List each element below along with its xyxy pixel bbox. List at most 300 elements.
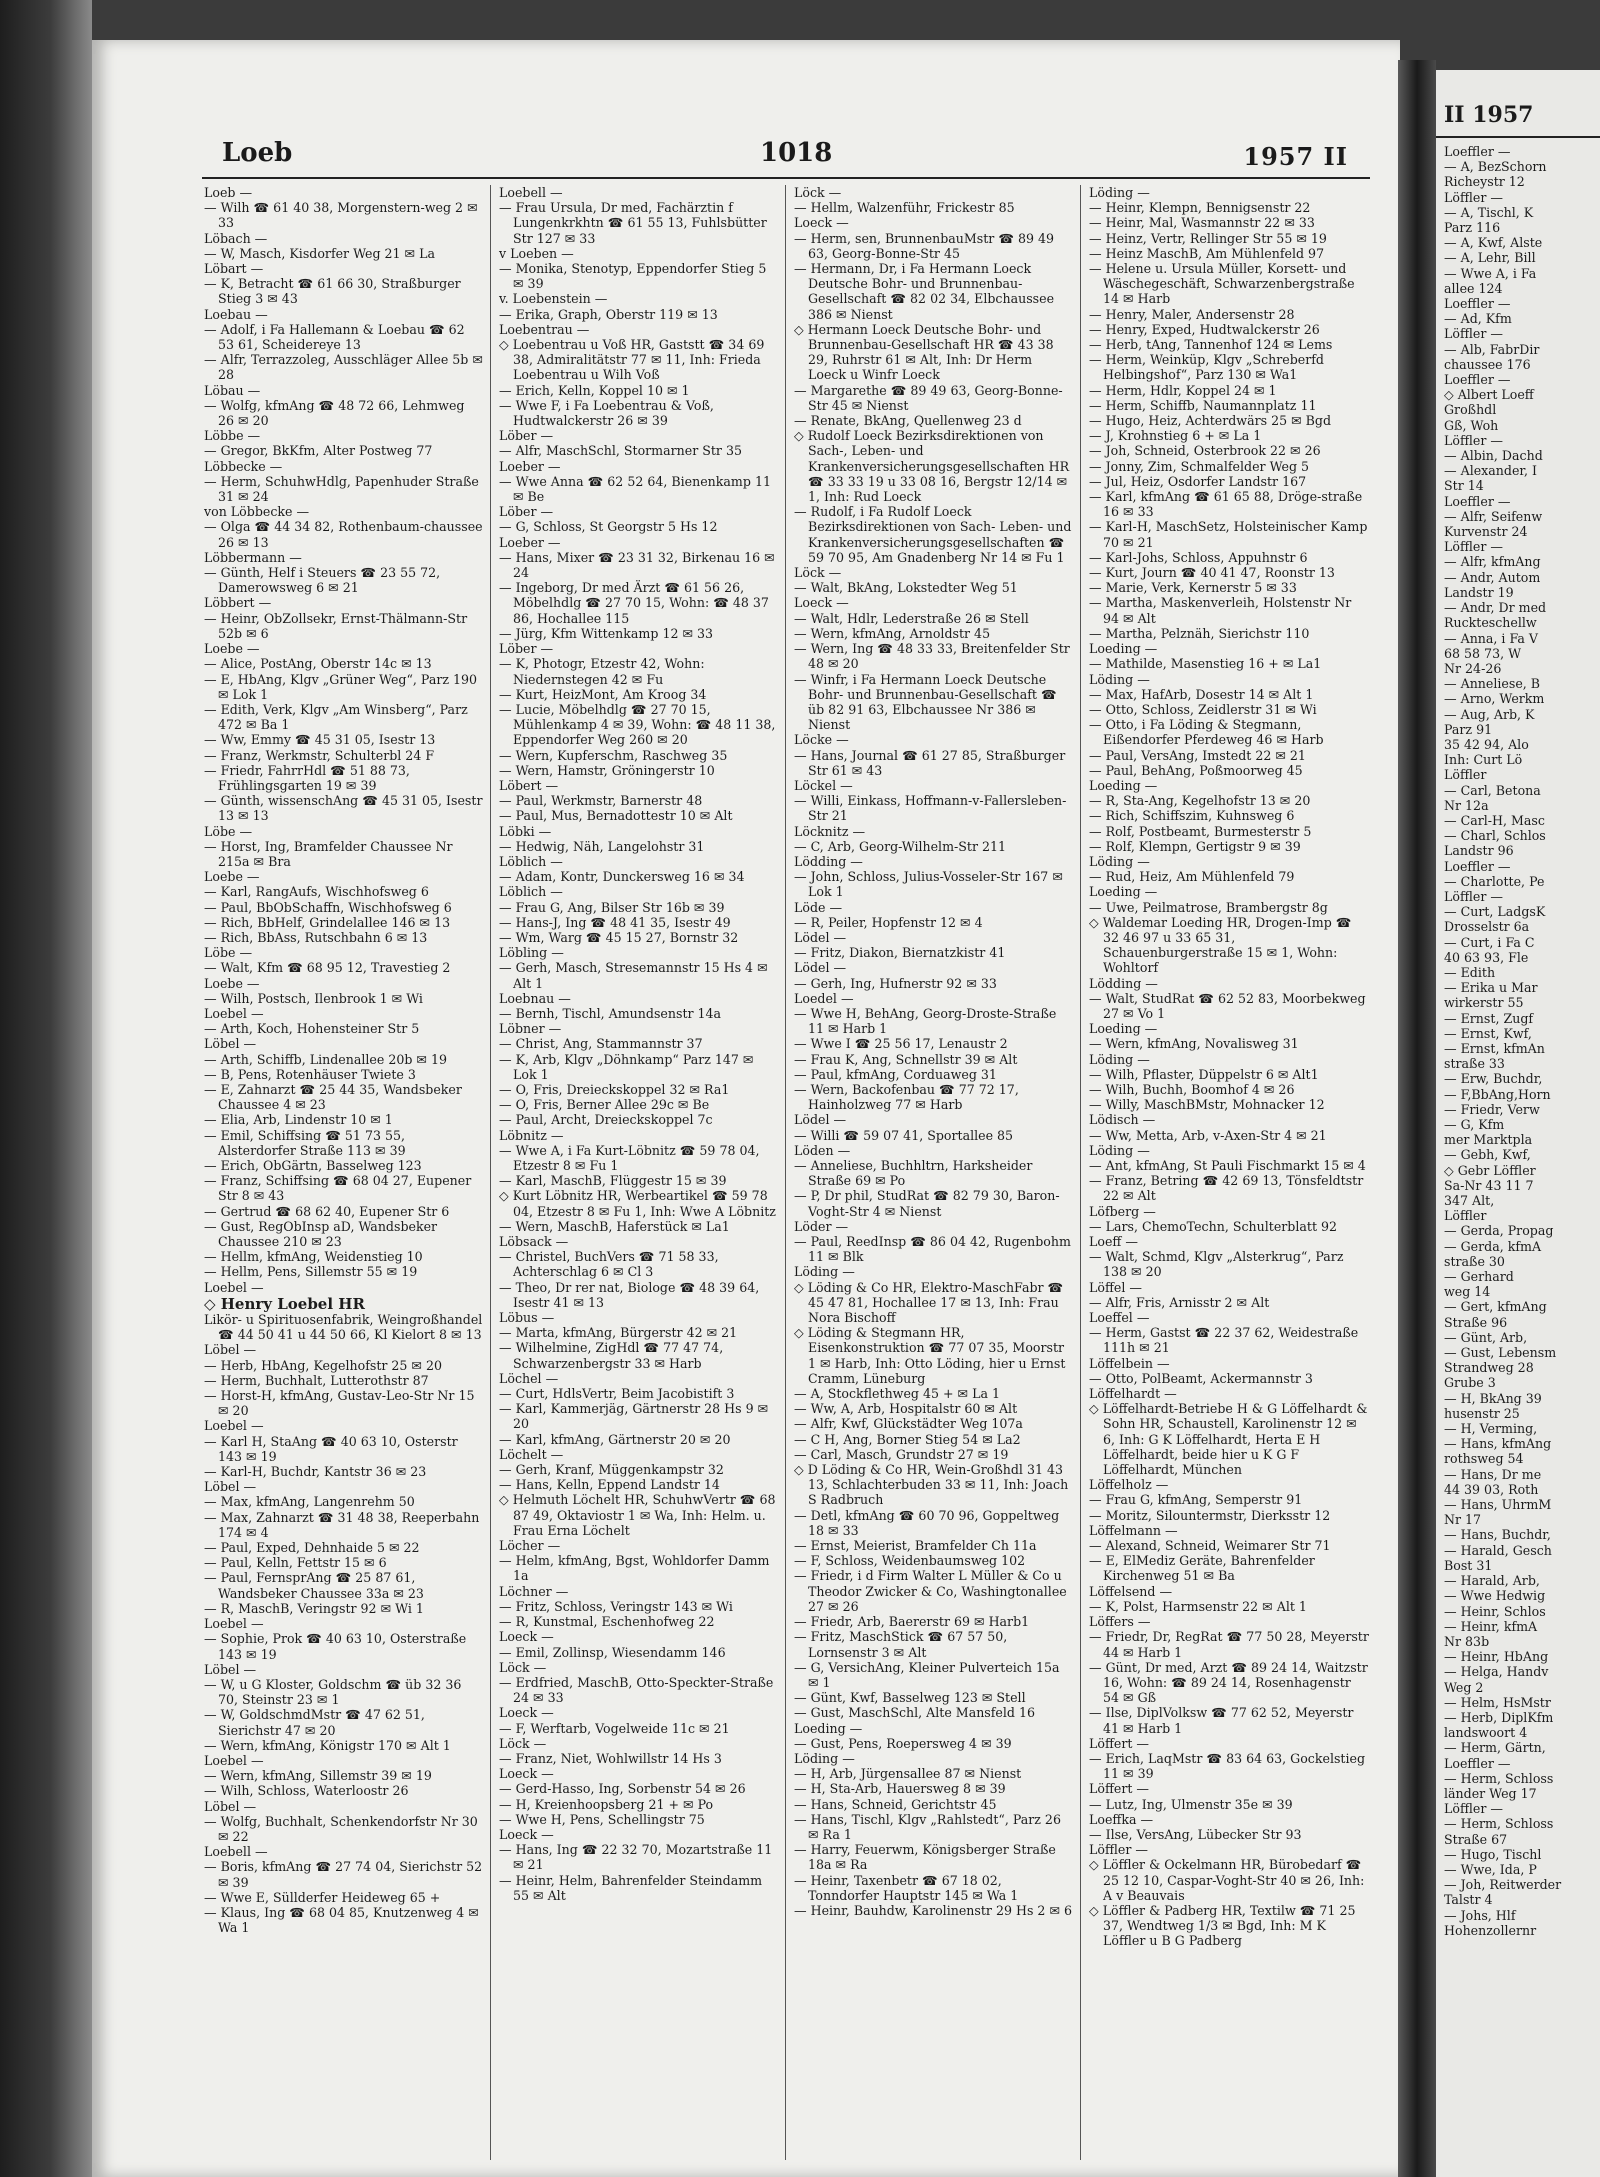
directory-entry: Löbe —	[204, 823, 253, 839]
directory-entry: Löffelmann —	[1089, 1522, 1178, 1538]
facing-page-entry: — Wwe Hedwig	[1444, 1588, 1546, 1604]
facing-page-entry: Loeffler —	[1444, 296, 1511, 312]
facing-page-entry: — Helga, Handv	[1444, 1664, 1549, 1680]
facing-page-entry: — Günt, Arb,	[1444, 1329, 1528, 1345]
directory-entry: Loebel —	[204, 1418, 264, 1434]
directory-entry: — B, Pens, Rotenhäuser Twiete 3	[204, 1066, 416, 1082]
facing-page-entry: husenstr 25	[1444, 1405, 1520, 1421]
directory-entry: — Karl H, StaAng ☎ 40 63 10, Osterstr 143 ✉ 19	[204, 1433, 458, 1464]
directory-entry: Löckel —	[794, 777, 853, 793]
directory-entry: — Willi, Einkass, Hoffmann-v-Fallersleben-Str 21	[794, 793, 1067, 824]
directory-entry: Löcknitz —	[794, 823, 866, 839]
facing-page-entry: 35 42 94, Alo	[1444, 736, 1529, 752]
directory-entry: Lödel —	[794, 1112, 847, 1128]
directory-entry: — Ilse, DiplVolksw ☎ 77 62 52, Meyerstr 41 ✉ Harb 1	[1089, 1705, 1354, 1736]
directory-entry: — Alexand, Schneid, Weimarer Str 71	[1089, 1538, 1331, 1554]
facing-page-entry: chaussee 176	[1444, 356, 1531, 372]
directory-entry: — Rudolf, i Fa Rudolf Loeck Bezirksdirektionen von Sach- Leben- und Krankenversicherungsgesellschaften ☎ 59 70 95, Am Gnadenberg Nr 14 ✉ Fu 1	[794, 504, 1072, 565]
directory-entry: — Kurt, Journ ☎ 40 41 47, Roonstr 13	[1089, 565, 1335, 581]
facing-page-entry: Str 14	[1444, 478, 1484, 494]
directory-entry: — Alfr, Fris, Arnisstr 2 ✉ Alt	[1089, 1294, 1270, 1310]
directory-entry: — Hans, Ing ☎ 22 32 70, Mozartstraße 11 ✉ 21	[499, 1842, 773, 1873]
facing-page-entry: länder Weg 17	[1444, 1785, 1537, 1801]
directory-entry: — Wern, kfmAng, Novalisweg 31	[1089, 1036, 1299, 1052]
directory-entry: — Carl, Masch, Grundstr 27 ✉ 19	[794, 1446, 1009, 1462]
directory-entry: — Margarethe ☎ 89 49 63, Georg-Bonne-Str 45 ✉ Nienst	[794, 382, 1063, 413]
directory-entry: — Olga ☎ 44 34 82, Rothenbaum-chaussee 26 ✉ 13	[204, 519, 483, 550]
directory-entry: — Wern, MaschB, Haferstück ✉ La1	[499, 1218, 730, 1234]
directory-entry: — Walt, Hdlr, Lederstraße 26 ✉ Stell	[794, 610, 1029, 626]
directory-entry: Löck —	[794, 565, 842, 581]
directory-entry: Loeding —	[1089, 777, 1158, 793]
directory-entry: Loeding —	[1089, 884, 1158, 900]
directory-entry: — Franz, Betring ☎ 42 69 13, Tönsfeldtstr 22 ✉ Alt	[1089, 1173, 1364, 1204]
facing-page-entry: Löffler —	[1444, 432, 1503, 448]
facing-page-entry: mer Marktpla	[1444, 1132, 1533, 1148]
directory-entry: Löding —	[1089, 185, 1150, 200]
directory-entry: Löbel —	[204, 1036, 257, 1052]
directory-entry: ◇ Löffler & Ockelmann HR, Bürobedarf ☎ 25 12 10, Caspar-Voght-Str 40 ✉ 26, Inh: A v Beauvais	[1089, 1857, 1365, 1903]
directory-entry: Loebnau —	[499, 990, 571, 1006]
directory-entry: v Loeben —	[499, 245, 574, 261]
directory-entry: — Paul, Exped, Dehnhaide 5 ✉ 22	[204, 1540, 420, 1556]
directory-entry: Löfberg —	[1089, 1203, 1156, 1219]
directory-entry: — Karl-Johs, Schloss, Appuhnstr 6	[1089, 549, 1308, 565]
facing-page-entry: — Gebh, Kwf,	[1444, 1147, 1531, 1163]
facing-page-entry: — Curt, i Fa C	[1444, 934, 1535, 950]
facing-page-entry: Straße 67	[1444, 1831, 1508, 1847]
facing-page-entry: — Albin, Dachd	[1444, 448, 1543, 464]
directory-entry: Löbnitz —	[499, 1127, 564, 1143]
directory-entry: — Frau G, Ang, Bilser Str 16b ✉ 39	[499, 899, 725, 915]
directory-entry: — Uwe, Peilmatrose, Brambergstr 8g	[1089, 899, 1328, 915]
facing-page-entry: — Gert, kfmAng	[1444, 1299, 1547, 1315]
directory-entry: — Wern, Hamstr, Gröningerstr 10	[499, 762, 715, 778]
directory-entry: Loebel —	[204, 1616, 264, 1632]
facing-page-entry: Parz 116	[1444, 220, 1501, 236]
directory-entry: Loebell —	[499, 185, 563, 200]
facing-page-entry: Grube 3	[1444, 1375, 1496, 1391]
directory-entry: — Walt, Schmd, Klgv „Alsterkrug“, Parz 138 ✉ 20	[1089, 1249, 1344, 1280]
directory-entry: — Franz, Niet, Wohlwillstr 14 Hs 3	[499, 1750, 722, 1766]
directory-entry: Löbsack —	[499, 1234, 569, 1250]
facing-page-entry: Strandweg 28	[1444, 1360, 1534, 1376]
directory-entry: Löbki —	[499, 823, 552, 839]
directory-entry: — Boris, kfmAng ☎ 27 74 04, Sierichstr 52 ✉ 39	[204, 1859, 483, 1890]
directory-entry: Loeber —	[499, 534, 561, 550]
directory-entry: Loeff —	[1089, 1234, 1138, 1250]
directory-entry: — O, Fris, Berner Allee 29c ✉ Be	[499, 1097, 710, 1113]
directory-entry: Löffler —	[1089, 1842, 1148, 1858]
directory-entry: — Gregor, BkKfm, Alter Postweg 77	[204, 443, 433, 459]
page-number: 1018	[760, 138, 833, 168]
directory-entry: — Martha, Maskenverleih, Holstenstr Nr 94 ✉ Alt	[1089, 595, 1352, 626]
facing-page-entry: Weg 2	[1444, 1679, 1484, 1695]
directory-entry: Löding —	[794, 1264, 855, 1280]
directory-entry: — Fritz, Schloss, Veringstr 143 ✉ Wi	[499, 1598, 733, 1614]
directory-entry: Loeber —	[499, 458, 561, 474]
directory-entry: Löbart —	[204, 261, 264, 277]
directory-entry: — Günt, Kwf, Basselweg 123 ✉ Stell	[794, 1690, 1026, 1706]
directory-entry: Löck —	[499, 1659, 547, 1675]
directory-entry: — Karl, Kammerjäg, Gärtnerstr 28 Hs 9 ✉ 20	[499, 1401, 769, 1432]
directory-entry: — C H, Ang, Borner Stieg 54 ✉ La2	[794, 1431, 1021, 1447]
directory-entry: — Winfr, i Fa Hermann Loeck Deutsche Bohr- und Brunnenbau-Gesellschaft ☎ üb 82 91 63, Elbchaussee Nr 386 ✉ Nienst	[794, 671, 1057, 733]
directory-entry: — Paul, BbObSchaffn, Wischhofsweg 6	[204, 899, 452, 915]
directory-entry: — Herm, Buchhalt, Lutterothstr 87	[204, 1372, 429, 1388]
facing-page-entry: — Hans, UhrmM	[1444, 1497, 1552, 1513]
directory-entry: — Herb, tAng, Tannenhof 124 ✉ Lems	[1089, 337, 1333, 353]
directory-entry: Löding —	[1089, 1051, 1150, 1067]
directory-entry: — Harry, Feuerwm, Königsberger Straße 18a ✉ Ra	[794, 1842, 1056, 1873]
directory-entry: — Erika, Graph, Oberstr 119 ✉ 13	[499, 306, 718, 322]
directory-entry: — F, Werftarb, Vogelweide 11c ✉ 21	[499, 1720, 730, 1736]
directory-entry: — Jonny, Zim, Schmalfelder Weg 5	[1089, 458, 1310, 474]
facing-page-entry: — Carl, Betona	[1444, 782, 1541, 798]
directory-entry: Löck —	[499, 1735, 547, 1751]
directory-entry: — Wern, Kupferschm, Raschweg 35	[499, 747, 728, 763]
facing-page-entry: ◇ Albert Loeff	[1444, 387, 1534, 403]
directory-entry: — Hellm, kfmAng, Weidenstieg 10	[204, 1249, 423, 1265]
facing-page-entry: landswoort 4	[1444, 1725, 1528, 1741]
facing-page-entry: — Curt, LadgsK	[1444, 904, 1546, 920]
directory-entry: — Heinr, ObZollsekr, Ernst-Thälmann-Str 52b ✉ 6	[204, 610, 468, 641]
directory-entry: — Herm, Weinküp, Klgv „Schreberfd Helbingshof“, Parz 130 ✉ Wa1	[1089, 352, 1324, 383]
directory-entry: Löding —	[1089, 671, 1150, 687]
directory-entry: — Marta, kfmAng, Bürgerstr 42 ✉ 21	[499, 1325, 738, 1341]
directory-entry: — Gust, Pens, Roepersweg 4 ✉ 39	[794, 1735, 1012, 1751]
directory-entry: — Paul, VersAng, Imstedt 22 ✉ 21	[1089, 747, 1306, 763]
directory-entry: — Wilh, Schloss, Waterloostr 26	[204, 1783, 409, 1799]
directory-entry: — Hedwig, Näh, Langelohstr 31	[499, 838, 705, 854]
directory-entry: — C, Arb, Georg-Wilhelm-Str 211	[794, 838, 1007, 854]
directory-entry: — Heinr, Bauhdw, Karolinenstr 29 Hs 2 ✉ 6	[794, 1902, 1073, 1918]
directory-entry: — Wilhelmine, ZigHdl ☎ 77 47 74, Schwarzenbergstr 33 ✉ Harb	[499, 1340, 724, 1371]
directory-entry: — Moritz, Silountermstr, Dierksstr 12	[1089, 1507, 1331, 1523]
column-2	[491, 185, 786, 2160]
directory-entry: Loebe —	[204, 869, 260, 885]
facing-page-entry: — Andr, Dr med	[1444, 600, 1547, 616]
directory-entry: von Löbbecke —	[204, 504, 310, 520]
directory-entry: — Karl-H, MaschSetz, Holsteinischer Kamp 70 ✉ 21	[1089, 519, 1368, 550]
directory-entry: — Frau G, kfmAng, Semperstr 91	[1089, 1492, 1303, 1508]
directory-entry: — Emil, Zollinsp, Wiesendamm 146	[499, 1644, 726, 1660]
facing-page-entry: — A, Kwf, Alste	[1444, 235, 1543, 251]
facing-page-entry: Großhdl	[1444, 402, 1497, 418]
facing-page-entry: — Herm, Schloss	[1444, 1770, 1554, 1786]
directory-entry: — Jürg, Kfm Wittenkamp 12 ✉ 33	[499, 625, 714, 641]
directory-entry: Löffert —	[1089, 1781, 1150, 1797]
directory-entry: — Otto, PolBeamt, Ackermannstr 3	[1089, 1370, 1313, 1386]
scan-dark-edge	[0, 0, 92, 2177]
facing-page-entry: — Gust, Lebensm	[1444, 1345, 1557, 1361]
facing-page-entry: Drosselstr 6a	[1444, 919, 1530, 935]
directory-entry: — Lars, ChemoTechn, Schulterblatt 92	[1089, 1218, 1338, 1234]
facing-page-entry: wirkerstr 55	[1444, 995, 1524, 1011]
directory-entry: — Alfr, MaschSchl, Stormarner Str 35	[499, 443, 742, 459]
directory-entry: — E, Zahnarzt ☎ 25 44 35, Wandsbeker Chaussee 4 ✉ 23	[204, 1081, 462, 1113]
directory-entry: — Henry, Exped, Hudtwalckerstr 26	[1089, 321, 1320, 337]
directory-entry: Loeding —	[794, 1720, 863, 1736]
facing-page-entry: Landstr 96	[1444, 843, 1514, 859]
directory-entry: v. Loebenstein —	[499, 291, 608, 307]
directory-entry: — Hans-J, Ing ☎ 48 41 35, Isestr 49	[499, 914, 731, 930]
facing-page-entry: Nr 17	[1444, 1512, 1482, 1528]
directory-entry: — Herm, sen, BrunnenbauMstr ☎ 89 49 63, Georg-Bonne-Str 45	[794, 230, 1055, 261]
directory-entry: — Christ, Ang, Stammannstr 37	[499, 1036, 703, 1052]
facing-page-entry: allee 124	[1444, 280, 1503, 296]
directory-entry: Lödding —	[1089, 975, 1158, 991]
directory-entry: Loebentrau —	[499, 321, 590, 337]
directory-entry: Löber —	[499, 504, 554, 520]
facing-page-entry: 40 63 93, Fle	[1444, 949, 1529, 965]
directory-entry: — Paul, Mus, Bernadottestr 10 ✉ Alt	[499, 808, 733, 824]
directory-entry: Loeffka —	[1089, 1811, 1154, 1827]
facing-page-entry: Löffler —	[1444, 539, 1503, 555]
directory-entry: — P, Dr phil, StudRat ☎ 82 79 30, Baron-Voght-Str 4 ✉ Nienst	[794, 1188, 1060, 1219]
directory-entry: Löffelsend —	[1089, 1583, 1173, 1599]
directory-entry: — Ant, kfmAng, St Pauli Fischmarkt 15 ✉ 4	[1089, 1158, 1366, 1173]
directory-entry: — Hans, Tischl, Klgv „Rahlstedt“, Parz 26 ✉ Ra 1	[794, 1811, 1061, 1842]
facing-page-entry: straße 33	[1444, 1056, 1505, 1072]
directory-entry: — Walt, Kfm ☎ 68 95 12, Travestieg 2	[204, 960, 451, 976]
facing-page-entry: — Heinr, HbAng	[1444, 1649, 1549, 1665]
directory-entry: — W, u G Kloster, Goldschm ☎ üb 32 36 70, Steinstr 23 ✉ 1	[204, 1676, 462, 1708]
directory-entry: Loeding —	[1089, 1021, 1158, 1037]
facing-page-entry: — Hans, Buchdr,	[1444, 1527, 1551, 1543]
facing-page-entry: Parz 91	[1444, 721, 1493, 737]
directory-entry: — Rich, BbAss, Rutschbahn 6 ✉ 13	[204, 929, 428, 945]
facing-page-entry: — F,BbAng,Horn	[1444, 1086, 1551, 1102]
column-1	[196, 185, 491, 2160]
facing-page-entry: — Anneliese, B	[1444, 676, 1541, 692]
directory-entry: Loeck —	[794, 215, 849, 231]
directory-entry: Löchner —	[499, 1583, 569, 1599]
directory-entry: — Karl, kfmAng, Gärtnerstr 20 ✉ 20	[499, 1431, 731, 1447]
directory-entry: — Wern, kfmAng, Arnoldstr 45	[794, 625, 991, 641]
directory-entry: Löbbert —	[204, 595, 272, 611]
directory-entry: — Gertrud ☎ 68 62 40, Eupener Str 6	[204, 1203, 450, 1219]
directory-entry: Löbel —	[204, 1342, 257, 1358]
directory-entry: — Hans, Journal ☎ 61 27 85, Straßburger Str 61 ✉ 43	[794, 747, 1066, 778]
directory-entry: Löden —	[794, 1142, 851, 1158]
directory-entry: — Gerh, Ing, Hufnerstr 92 ✉ 33	[794, 975, 997, 991]
directory-entry: Löblich —	[499, 884, 563, 900]
directory-entry: — Wwe H, BehAng, Georg-Droste-Straße 11 ✉ Harb 1	[794, 1005, 1057, 1037]
directory-entry: Löder —	[794, 1218, 849, 1234]
directory-entry: Loeck —	[499, 1629, 554, 1645]
facing-page-entry: — Erw, Buchdr,	[1444, 1071, 1543, 1087]
directory-entry: — Wolfg, Buchhalt, Schenkendorfstr Nr 30 ✉ 22	[204, 1813, 478, 1844]
facing-page-entry: Nr 12a	[1444, 797, 1489, 813]
facing-page-entry: Straße 96	[1444, 1314, 1508, 1330]
directory-entry: ◇ Löding & Co HR, Elektro-MaschFabr ☎ 45 47 81, Hochallee 17 ✉ 13, Inh: Frau Nora Bischoff	[794, 1279, 1064, 1326]
facing-page-entry: Bost 31	[1444, 1557, 1493, 1573]
facing-page-entry: Inh: Curt Lö	[1444, 752, 1523, 768]
directory-entry: — R, Sta-Ang, Kegelhofstr 13 ✉ 20	[1089, 793, 1311, 809]
directory-entry: — Helene u. Ursula Müller, Korsett- und Wäschegeschäft, Schwarzenbergstraße 14 ✉ Harb	[1089, 261, 1355, 307]
facing-page-entry: ◇ Gebr Löffler	[1444, 1162, 1536, 1178]
directory-entry: Lödel —	[794, 929, 847, 945]
directory-entry: Löber —	[499, 428, 554, 444]
directory-entry: — R, Peiler, Hopfenstr 12 ✉ 4	[794, 914, 983, 930]
facing-page-entry: — Joh, Reitwerder	[1444, 1877, 1562, 1893]
directory-entry: — Günth, wissenschAng ☎ 45 31 05, Isestr 13 ✉ 13	[204, 793, 483, 824]
directory-entry: — Herm, SchuhwHdlg, Papenhuder Straße 31 ✉ 24	[204, 473, 479, 505]
directory-entry: — Rolf, Postbeamt, Burmesterstr 5	[1089, 823, 1312, 839]
facing-page-entry: Richeystr 12	[1444, 174, 1525, 190]
facing-page-entry: Löffler	[1444, 1208, 1487, 1224]
directory-entry: ◇ Kurt Löbnitz HR, Werbeartikel ☎ 59 78 04, Etzestr 8 ✉ Fu 1, Inh: Wwe A Löbnitz	[499, 1188, 776, 1219]
directory-entry: Lödding —	[794, 853, 863, 869]
directory-entry: — Fritz, MaschStick ☎ 67 57 50, Lornsenstr 3 ✉ Alt	[794, 1629, 1008, 1660]
directory-entry: — Monika, Stenotyp, Eppendorfer Stieg 5 ✉ 39	[499, 261, 767, 292]
facing-page-entry: Hohenzollernr	[1444, 1922, 1537, 1938]
directory-entry: ◇ Loebentrau u Voß HR, Gaststt ☎ 34 69 38, Admiralitätstr 77 ✉ 11, Inh: Frieda Loebentrau u Wilh Voß	[499, 337, 765, 383]
directory-entry: — Marie, Verk, Kernerstr 5 ✉ 33	[1089, 580, 1297, 596]
directory-entry: — Christel, BuchVers ☎ 71 58 33, Achterschlag 6 ✉ Cl 3	[499, 1249, 719, 1280]
directory-entry: — Elia, Arb, Lindenstr 10 ✉ 1	[204, 1112, 393, 1128]
directory-entry: — G, VersichAng, Kleiner Pulverteich 15a ✉ 1	[794, 1659, 1060, 1690]
directory-entry: — R, Kunstmal, Eschenhofweg 22	[499, 1614, 715, 1630]
facing-page-entry: Löffler —	[1444, 189, 1503, 205]
directory-entry: — Erich, ObGärtn, Basselweg 123	[204, 1158, 422, 1173]
directory-entry: Loeck —	[499, 1766, 554, 1782]
directory-entry: — Wern, Ing ☎ 48 33 33, Breitenfelder Str 48 ✉ 20	[794, 641, 1070, 672]
directory-entry: — Otto, i Fa Löding & Stegmann, Eißendorfer Pferdeweg 46 ✉ Harb	[1089, 717, 1324, 748]
facing-page-entry: — Alfr, Seifenw	[1444, 508, 1543, 524]
directory-entry: Loebau —	[204, 306, 268, 322]
directory-entry: Loebell —	[204, 1844, 268, 1860]
directory-entry: Löchelt —	[499, 1446, 564, 1462]
directory-entry: — Gerh, Masch, Stresemannstr 15 Hs 4 ✉ Alt 1	[499, 960, 768, 991]
directory-entry: — K, Photogr, Etzestr 42, Wohn: Niedernstegen 42 ✉ Fu	[499, 656, 705, 687]
facing-page-entry: Nr 24-26	[1444, 660, 1502, 676]
directory-entry: — Bernh, Tischl, Amundsenstr 14a	[499, 1005, 722, 1021]
directory-entry: — Jul, Heiz, Osdorfer Landstr 167	[1089, 473, 1307, 489]
facing-page-fragment	[1436, 70, 1600, 2177]
directory-entry: Löbel —	[204, 1479, 257, 1495]
directory-entry: ◇ Löffelhardt-Betriebe H & G Löffelhardt & Sohn HR, Schaustell, Karolinenstr 12 ✉ 6, Inh: G K Löffelhardt, Herta E H Löffelhardt, beide hier u K G F Löffelhardt, München	[1089, 1401, 1368, 1478]
directory-entry: — E, HbAng, Klgv „Grüner Weg“, Parz 190 ✉ Lok 1	[204, 671, 478, 702]
directory-entry: — Günth, Helf i Steuers ☎ 23 55 72, Damerowsweg 6 ✉ 21	[204, 565, 441, 596]
directory-entry: — Karl, RangAufs, Wischhofsweg 6	[204, 884, 429, 900]
directory-entry: Löbel —	[204, 1798, 257, 1814]
directory-entry: — Horst-H, kfmAng, Gustav-Leo-Str Nr 15 ✉ 20	[204, 1388, 475, 1419]
directory-entry: Löding —	[1089, 1142, 1150, 1158]
facing-page-entry: Loeffler —	[1444, 372, 1511, 388]
facing-page-entry: 347 Alt,	[1444, 1193, 1495, 1209]
directory-entry: — Wolfg, kfmAng ☎ 48 72 66, Lehmweg 26 ✉ 20	[204, 397, 465, 429]
facing-page-entry: — Friedr, Verw	[1444, 1101, 1540, 1117]
directory-entry: — Willy, MaschBMstr, Mohnacker 12	[1089, 1097, 1325, 1113]
directory-entry: — Wilh, Buchh, Boomhof 4 ✉ 26	[1089, 1081, 1295, 1097]
facing-page-entry: — Alfr, kfmAng	[1444, 554, 1541, 570]
directory-entry: — Detl, kfmAng ☎ 60 70 96, Goppeltweg 18 ✉ 33	[794, 1507, 1060, 1538]
header-rule	[202, 177, 1370, 179]
directory-entry: — Frau Ursula, Dr med, Fachärztin f Lungenkrkhtn ☎ 61 55 13, Fuhlsbütter Str 127 ✉ 33	[499, 200, 767, 246]
directory-entry: — Wwe H, Pens, Schellingstr 75	[499, 1811, 705, 1827]
directory-entry: Löde —	[794, 899, 843, 915]
directory-entry: Löffelhardt —	[1089, 1386, 1177, 1402]
directory-entry: — Wilh, Pflaster, Düppelstr 6 ✉ Alt1	[1089, 1066, 1319, 1082]
directory-entry: — Ww, Emmy ☎ 45 31 05, Isestr 13	[204, 732, 436, 748]
facing-page-entry: — Aug, Arb, K	[1444, 706, 1535, 722]
directory-entry: ◇ Hermann Loeck Deutsche Bohr- und Brunnenbau-Gesellschaft HR ☎ 43 38 29, Ruhrstr 61 ✉ Alt, Inh: Dr Herm Loeck u Winfr Loeck	[794, 321, 1054, 383]
directory-entry: Loedel —	[794, 990, 854, 1006]
facing-page-entry: — Herm, Schloss	[1444, 1816, 1554, 1832]
facing-page-entry: — Gerda, kfmA	[1444, 1238, 1542, 1254]
directory-entry: — H, Kreienhoopsberg 21 + ✉ Po	[499, 1796, 714, 1812]
directory-entry: — Hans, Mixer ☎ 23 31 32, Birkenau 16 ✉ 24	[499, 549, 775, 581]
facing-page-entry: rothsweg 54	[1444, 1451, 1524, 1467]
facing-page-entry: — Harald, Arb,	[1444, 1573, 1540, 1589]
directory-entry: — Alice, PostAng, Oberstr 14c ✉ 13	[204, 656, 432, 672]
directory-entry: Löbling —	[499, 945, 564, 961]
facing-page-entry: Loeffler —	[1444, 144, 1511, 159]
directory-entry: — Herm, Hdlr, Koppel 24 ✉ 1	[1089, 382, 1277, 398]
facing-page-entry: — Heinr, Schlos	[1444, 1603, 1546, 1619]
directory-entry: — Karl-H, Buchdr, Kantstr 36 ✉ 23	[204, 1464, 427, 1480]
directory-entry: — Helm, kfmAng, Bgst, Wohldorfer Damm 1a	[499, 1553, 770, 1584]
directory-entry: — Paul, FernsprAng ☎ 25 87 61, Wandsbeker Chaussee 33a ✉ 23	[204, 1570, 424, 1601]
directory-entry: — Ww, Metta, Arb, v-Axen-Str 4 ✉ 21	[1089, 1127, 1327, 1143]
directory-entry: — Erdfried, MaschB, Otto-Speckter-Straße 24 ✉ 33	[499, 1674, 774, 1706]
facing-page-entry: — Charl, Schlos	[1444, 828, 1546, 844]
facing-page-entry: — Carl-H, Masc	[1444, 812, 1545, 828]
directory-entry: — Hellm, Pens, Sillemstr 55 ✉ 19	[204, 1264, 418, 1280]
directory-entry: — Franz, Werkmstr, Schulterbl 24 F	[204, 747, 435, 763]
directory-entry: — Paul, Werkmstr, Barnerstr 48	[499, 793, 703, 809]
directory-entry: — Max, HafArb, Dosestr 14 ✉ Alt 1	[1089, 686, 1314, 702]
directory-entry: — Ww, A, Arb, Hospitalstr 60 ✉ Alt	[794, 1401, 1018, 1417]
book-gutter	[1398, 60, 1436, 2177]
directory-entry: — W, Masch, Kisdorfer Weg 21 ✉ La	[204, 245, 435, 261]
directory-entry: — Henry, Maler, Andersenstr 28	[1089, 306, 1295, 322]
facing-page-entry: — Herb, DiplKfm	[1444, 1709, 1554, 1725]
directory-entry: — Hellm, Walzenführ, Frickestr 85	[794, 200, 1015, 216]
directory-entry: — Alfr, Kwf, Glückstädter Weg 107a	[794, 1416, 1023, 1432]
directory-entry: Löffelbein —	[1089, 1355, 1170, 1371]
directory-entry: — Hermann, Dr, i Fa Hermann Loeck Deutsche Bohr- und Brunnenbau-Gesellschaft ☎ 82 02 34, Elbchaussee 386 ✉ Nienst	[794, 261, 1055, 322]
facing-page-entry: — G, Kfm	[1444, 1117, 1505, 1132]
directory-entry: Löbach —	[204, 230, 268, 246]
directory-entry: Likör- u Spirituosenfabrik, Weingroßhandel ☎ 44 50 41 u 44 50 66, Kl Kielort 8 ✉ 13	[204, 1312, 483, 1343]
directory-entry: — Karl, MaschB, Flüggestr 15 ✉ 39	[499, 1173, 727, 1189]
facing-page-entry: 68 58 73, W	[1444, 645, 1522, 661]
facing-page-entry: — A, Tischl, K	[1444, 204, 1534, 220]
directory-entry: ◇ D Löding & Co HR, Wein-Großhdl 31 43 13, Schlachterbuden 33 ✉ 11, Inh: Joach S Radbruch	[794, 1462, 1069, 1508]
directory-entry: — Rich, Schiffszim, Kuhnsweg 6	[1089, 808, 1295, 824]
facing-page-entry: — Harald, Gesch	[1444, 1542, 1552, 1558]
column-4	[1081, 185, 1376, 2160]
facing-page-entry: — Alexander, I	[1444, 463, 1538, 479]
directory-entry: — Lutz, Ing, Ulmenstr 35e ✉ 39	[1089, 1796, 1293, 1812]
directory-entry: — Ernst, Meierist, Bramfelder Ch 11a	[794, 1538, 1037, 1554]
directory-entry: Loeck —	[499, 1705, 554, 1721]
directory-entry: — Friedr, Arb, Baererstr 69 ✉ Harb1	[794, 1614, 1030, 1630]
directory-entry: Löbbe —	[204, 428, 261, 444]
directory-entry: — Friedr, FahrrHdl ☎ 51 88 73, Frühlingsgarten 19 ✉ 39	[204, 762, 410, 793]
directory-entry: Löbert —	[499, 777, 559, 793]
directory-entry: Löding —	[794, 1750, 855, 1766]
directory-entry: — Mathilde, Masenstieg 16 + ✉ La1	[1089, 656, 1322, 672]
directory-entry: — O, Fris, Dreieckskoppel 32 ✉ Ra1	[499, 1081, 730, 1097]
directory-entry: — Edith, Verk, Klgv „Am Winsberg“, Parz 472 ✉ Ba 1	[204, 701, 468, 733]
facing-page-entry: — A, BezSchorn	[1444, 159, 1547, 175]
facing-page-entry: — Wwe, Ida, P	[1444, 1861, 1537, 1877]
directory-entry: — Gerh, Kranf, Müggenkampstr 32	[499, 1462, 724, 1478]
